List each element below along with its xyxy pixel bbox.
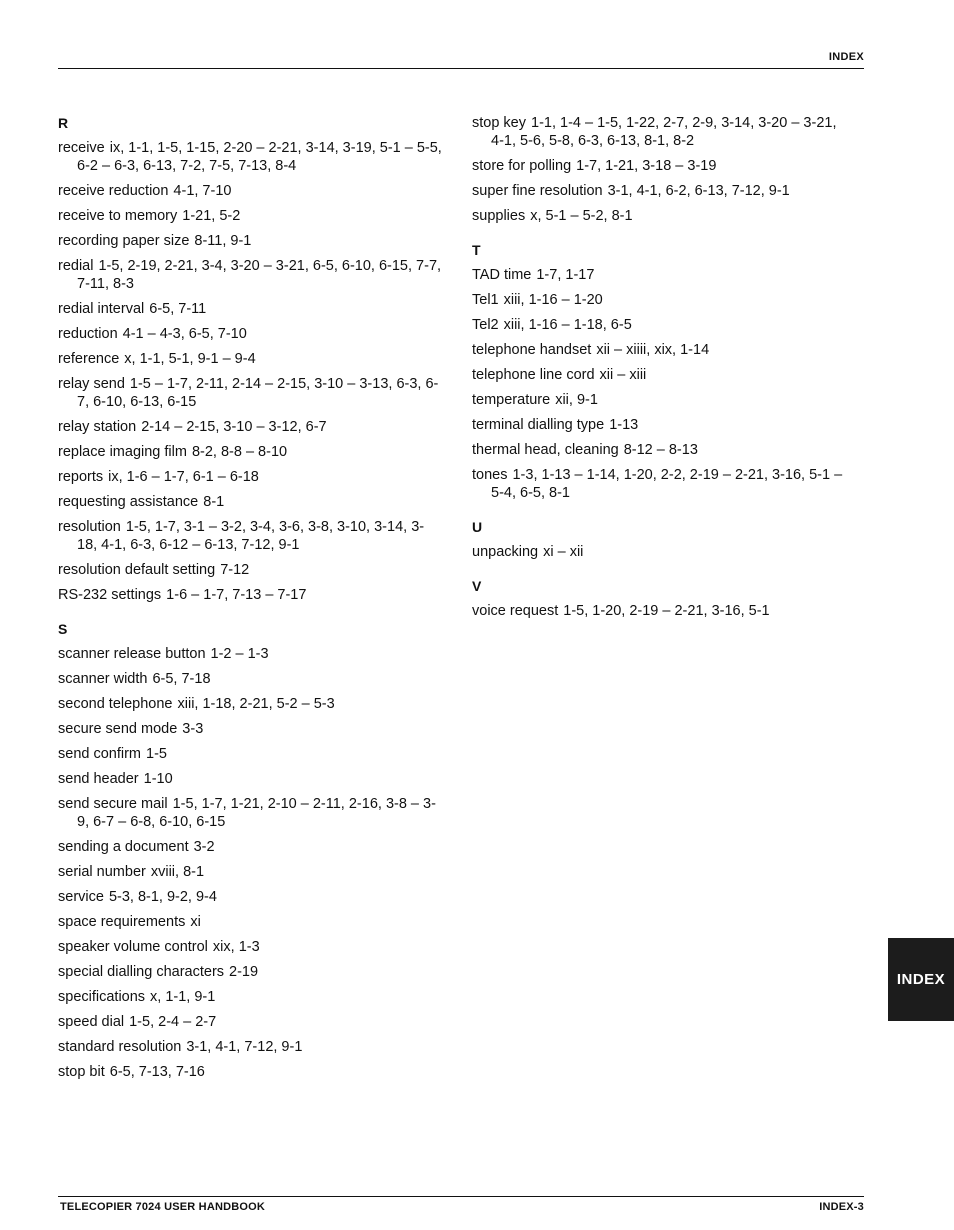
index-column-left bbox=[58, 114, 443, 1097]
entry-page-refs: 1-5 bbox=[146, 746, 167, 762]
entry-page-refs: 2-14 – 2-15, 3-10 – 3-12, 6-7 bbox=[141, 419, 327, 435]
entry-page-refs: 8-11, 9-1 bbox=[194, 233, 252, 249]
index-entry bbox=[58, 257, 443, 293]
index-entry bbox=[58, 493, 443, 511]
entry-page-refs: x, 1-1, 9-1 bbox=[150, 989, 216, 1005]
footer-page-number: INDEX-3 bbox=[819, 1201, 864, 1213]
entry-page-refs: 8-1 bbox=[203, 494, 225, 510]
index-entry bbox=[58, 325, 443, 343]
entry-term: speaker volume control bbox=[58, 939, 208, 955]
entry-page-refs: 1-5, 2-19, 2-21, 3-4, 3-20 – 3-21, 6-5, 6-10, 6-15, 7-7, 7-11, 8-3 bbox=[77, 258, 442, 292]
entry-page-refs: x, 1-1, 5-1, 9-1 – 9-4 bbox=[124, 351, 256, 367]
entry-term: send header bbox=[58, 771, 139, 787]
entry-page-refs: 6-5, 7-13, 7-16 bbox=[109, 1064, 205, 1080]
entry-term: reduction bbox=[58, 326, 118, 342]
entry-page-refs: xii – xiiii, xix, 1-14 bbox=[596, 342, 710, 358]
entry-term: sending a document bbox=[58, 839, 189, 855]
index-entry bbox=[58, 963, 443, 981]
entry-page-refs: xi – xii bbox=[543, 544, 584, 560]
entry-page-refs: 5-3, 8-1, 9-2, 9-4 bbox=[108, 889, 217, 905]
entry-term: send secure mail bbox=[58, 796, 168, 812]
index-entry bbox=[472, 316, 847, 334]
index-entry bbox=[58, 888, 443, 906]
entry-page-refs: 1-5, 2-4 – 2-7 bbox=[129, 1014, 217, 1030]
entry-page-refs: 7-12 bbox=[220, 562, 250, 578]
entry-term: Tel2 bbox=[472, 317, 499, 333]
entry-term: unpacking bbox=[472, 544, 539, 560]
entry-page-refs: ix, 1-1, 1-5, 1-15, 2-20 – 2-21, 3-14, 3-19, 5-1 – 5-5, 6-2 – 6-3, 6-13, 7-2, 7-5, 7-13, 8-4 bbox=[77, 140, 442, 174]
footer-rule bbox=[58, 1196, 864, 1197]
entry-page-refs: xiii, 1-18, 2-21, 5-2 – 5-3 bbox=[177, 696, 335, 712]
entry-page-refs: 1-3, 1-13 – 1-14, 1-20, 2-2, 2-19 – 2-21, 3-16, 5-1 – 5-4, 6-5, 8-1 bbox=[491, 467, 843, 501]
entry-term: redial bbox=[58, 258, 94, 274]
entry-term: telephone handset bbox=[472, 342, 592, 358]
index-entry bbox=[472, 341, 847, 359]
header-rule bbox=[58, 68, 864, 69]
index-entry bbox=[58, 1063, 443, 1081]
entry-page-refs: 1-6 – 1-7, 7-13 – 7-17 bbox=[166, 587, 307, 603]
index-entry bbox=[58, 1013, 443, 1031]
entry-term: relay send bbox=[58, 376, 125, 392]
entry-term: redial interval bbox=[58, 301, 145, 317]
index-entry bbox=[472, 182, 847, 200]
index-entry bbox=[58, 518, 443, 554]
entry-page-refs: 8-12 – 8-13 bbox=[623, 442, 698, 458]
index-entry bbox=[472, 114, 847, 150]
entry-term: telephone line cord bbox=[472, 367, 595, 383]
entry-term: replace imaging film bbox=[58, 444, 187, 460]
entry-page-refs: xi bbox=[190, 914, 201, 930]
entry-page-refs: 6-5, 7-11 bbox=[149, 301, 207, 317]
index-entry bbox=[58, 232, 443, 250]
entry-term: voice request bbox=[472, 603, 559, 619]
index-entry bbox=[472, 266, 847, 284]
entry-term: receive reduction bbox=[58, 183, 169, 199]
index-entry bbox=[472, 391, 847, 409]
entry-term: send confirm bbox=[58, 746, 142, 762]
entry-term: receive bbox=[58, 140, 105, 156]
index-section bbox=[472, 241, 847, 502]
index-entry bbox=[58, 561, 443, 579]
entry-page-refs: 1-1, 1-4 – 1-5, 1-22, 2-7, 2-9, 3-14, 3-20 – 3-21, 4-1, 5-6, 5-8, 6-3, 6-13, 8-1, 8-2 bbox=[491, 115, 837, 149]
index-entry bbox=[58, 913, 443, 931]
entry-page-refs: 1-2 – 1-3 bbox=[210, 646, 269, 662]
entry-term: thermal head, cleaning bbox=[472, 442, 619, 458]
entry-page-refs: 8-2, 8-8 – 8-10 bbox=[191, 444, 288, 460]
index-entry bbox=[58, 375, 443, 411]
index-entry bbox=[58, 770, 443, 788]
index-entry bbox=[58, 745, 443, 763]
index-entry bbox=[472, 543, 847, 561]
entry-term: requesting assistance bbox=[58, 494, 199, 510]
entry-term: store for polling bbox=[472, 158, 572, 174]
index-entry bbox=[58, 139, 443, 175]
index-entry bbox=[58, 988, 443, 1006]
entry-page-refs: 3-1, 4-1, 7-12, 9-1 bbox=[186, 1039, 303, 1055]
index-entry bbox=[58, 645, 443, 663]
index-entry bbox=[472, 416, 847, 434]
index-entry bbox=[58, 182, 443, 200]
entry-term: relay station bbox=[58, 419, 137, 435]
index-entry bbox=[58, 938, 443, 956]
entry-page-refs: xii, 9-1 bbox=[555, 392, 598, 408]
index-entry bbox=[472, 291, 847, 309]
entry-page-refs: 4-1 – 4-3, 6-5, 7-10 bbox=[122, 326, 247, 342]
index-entry bbox=[472, 441, 847, 459]
entry-term: stop bit bbox=[58, 1064, 105, 1080]
entry-term: tones bbox=[472, 467, 508, 483]
index-entry bbox=[58, 695, 443, 713]
entry-term: Tel1 bbox=[472, 292, 499, 308]
entry-term: supplies bbox=[472, 208, 526, 224]
footer-title: TELECOPIER 7024 USER HANDBOOK bbox=[60, 1201, 266, 1213]
entry-page-refs: x, 5-1 – 5-2, 8-1 bbox=[530, 208, 633, 224]
entry-page-refs: 1-13 bbox=[609, 417, 639, 433]
index-entry bbox=[58, 207, 443, 225]
entry-page-refs: 1-7, 1-21, 3-18 – 3-19 bbox=[576, 158, 717, 174]
entry-page-refs: 1-5, 1-7, 3-1 – 3-2, 3-4, 3-6, 3-8, 3-10, 3-14, 3-18, 4-1, 6-3, 6-12 – 6-13, 7-12, 9-1 bbox=[77, 519, 425, 553]
page-header-label: INDEX bbox=[828, 51, 864, 63]
entry-term: super fine resolution bbox=[472, 183, 603, 199]
index-entry bbox=[472, 466, 847, 502]
entry-term: service bbox=[58, 889, 104, 905]
index-entry bbox=[58, 863, 443, 881]
entry-term: TAD time bbox=[472, 267, 532, 283]
index-entry bbox=[58, 443, 443, 461]
index-entry bbox=[58, 1038, 443, 1056]
entry-term: special dialling characters bbox=[58, 964, 225, 980]
index-tab bbox=[888, 938, 954, 1021]
entry-page-refs: 6-5, 7-18 bbox=[152, 671, 211, 687]
entry-term: speed dial bbox=[58, 1014, 125, 1030]
entry-term: specifications bbox=[58, 989, 146, 1005]
entry-page-refs: ix, 1-6 – 1-7, 6-1 – 6-18 bbox=[108, 469, 259, 485]
index-entry bbox=[472, 157, 847, 175]
entry-page-refs: xviii, 8-1 bbox=[150, 864, 205, 880]
entry-page-refs: 1-5, 1-7, 1-21, 2-10 – 2-11, 2-16, 3-8 – 3-9, 6-7 – 6-8, 6-10, 6-15 bbox=[77, 796, 436, 830]
entry-page-refs: 4-1, 7-10 bbox=[173, 183, 232, 199]
index-entry bbox=[58, 720, 443, 738]
entry-page-refs: 3-3 bbox=[182, 721, 204, 737]
index-entry bbox=[58, 795, 443, 831]
index-section bbox=[472, 518, 847, 561]
index-section bbox=[58, 114, 443, 604]
entry-page-refs: 1-7, 1-17 bbox=[536, 267, 595, 283]
section-letter: R bbox=[58, 115, 69, 131]
entry-page-refs: xiii, 1-16 – 1-20 bbox=[503, 292, 603, 308]
entry-term: secure send mode bbox=[58, 721, 178, 737]
entry-page-refs: xix, 1-3 bbox=[212, 939, 260, 955]
index-section bbox=[472, 577, 847, 620]
entry-term: scanner width bbox=[58, 671, 148, 687]
section-letter: S bbox=[58, 621, 68, 637]
index-entry bbox=[472, 207, 847, 225]
index-entry bbox=[58, 838, 443, 856]
entry-term: resolution default setting bbox=[58, 562, 216, 578]
entry-term: scanner release button bbox=[58, 646, 206, 662]
entry-page-refs: 1-5, 1-20, 2-19 – 2-21, 3-16, 5-1 bbox=[563, 603, 770, 619]
entry-term: serial number bbox=[58, 864, 146, 880]
section-letter: U bbox=[472, 519, 483, 535]
index-entry bbox=[58, 670, 443, 688]
entry-term: resolution bbox=[58, 519, 121, 535]
index-section bbox=[58, 620, 443, 1081]
entry-term: RS-232 settings bbox=[58, 587, 162, 603]
entry-term: reference bbox=[58, 351, 120, 367]
entry-term: second telephone bbox=[58, 696, 173, 712]
entry-term: temperature bbox=[472, 392, 551, 408]
section-letter: V bbox=[472, 578, 482, 594]
index-column-right bbox=[472, 114, 847, 636]
entry-page-refs: 3-2 bbox=[193, 839, 215, 855]
entry-term: terminal dialling type bbox=[472, 417, 605, 433]
entry-term: stop key bbox=[472, 115, 526, 131]
entry-term: space requirements bbox=[58, 914, 186, 930]
index-entry bbox=[472, 602, 847, 620]
entry-term: reports bbox=[58, 469, 104, 485]
entry-page-refs: 3-1, 4-1, 6-2, 6-13, 7-12, 9-1 bbox=[607, 183, 790, 199]
entry-page-refs: 1-5 – 1-7, 2-11, 2-14 – 2-15, 3-10 – 3-13, 6-3, 6-7, 6-10, 6-13, 6-15 bbox=[77, 376, 439, 410]
index-entry bbox=[472, 366, 847, 384]
entry-page-refs: 2-19 bbox=[229, 964, 259, 980]
entry-term: receive to memory bbox=[58, 208, 178, 224]
entry-page-refs: xiii, 1-16 – 1-18, 6-5 bbox=[503, 317, 632, 333]
index-entry bbox=[58, 468, 443, 486]
index-entry bbox=[58, 586, 443, 604]
index-entry bbox=[58, 350, 443, 368]
section-letter: T bbox=[472, 242, 481, 258]
index-entry bbox=[58, 300, 443, 318]
entry-page-refs: 1-10 bbox=[143, 771, 173, 787]
index-tab-label: INDEX bbox=[896, 971, 946, 988]
entry-page-refs: 1-21, 5-2 bbox=[182, 208, 241, 224]
entry-term: standard resolution bbox=[58, 1039, 182, 1055]
entry-term: recording paper size bbox=[58, 233, 190, 249]
index-section bbox=[472, 114, 847, 225]
entry-page-refs: xii – xiii bbox=[599, 367, 647, 383]
index-entry bbox=[58, 418, 443, 436]
